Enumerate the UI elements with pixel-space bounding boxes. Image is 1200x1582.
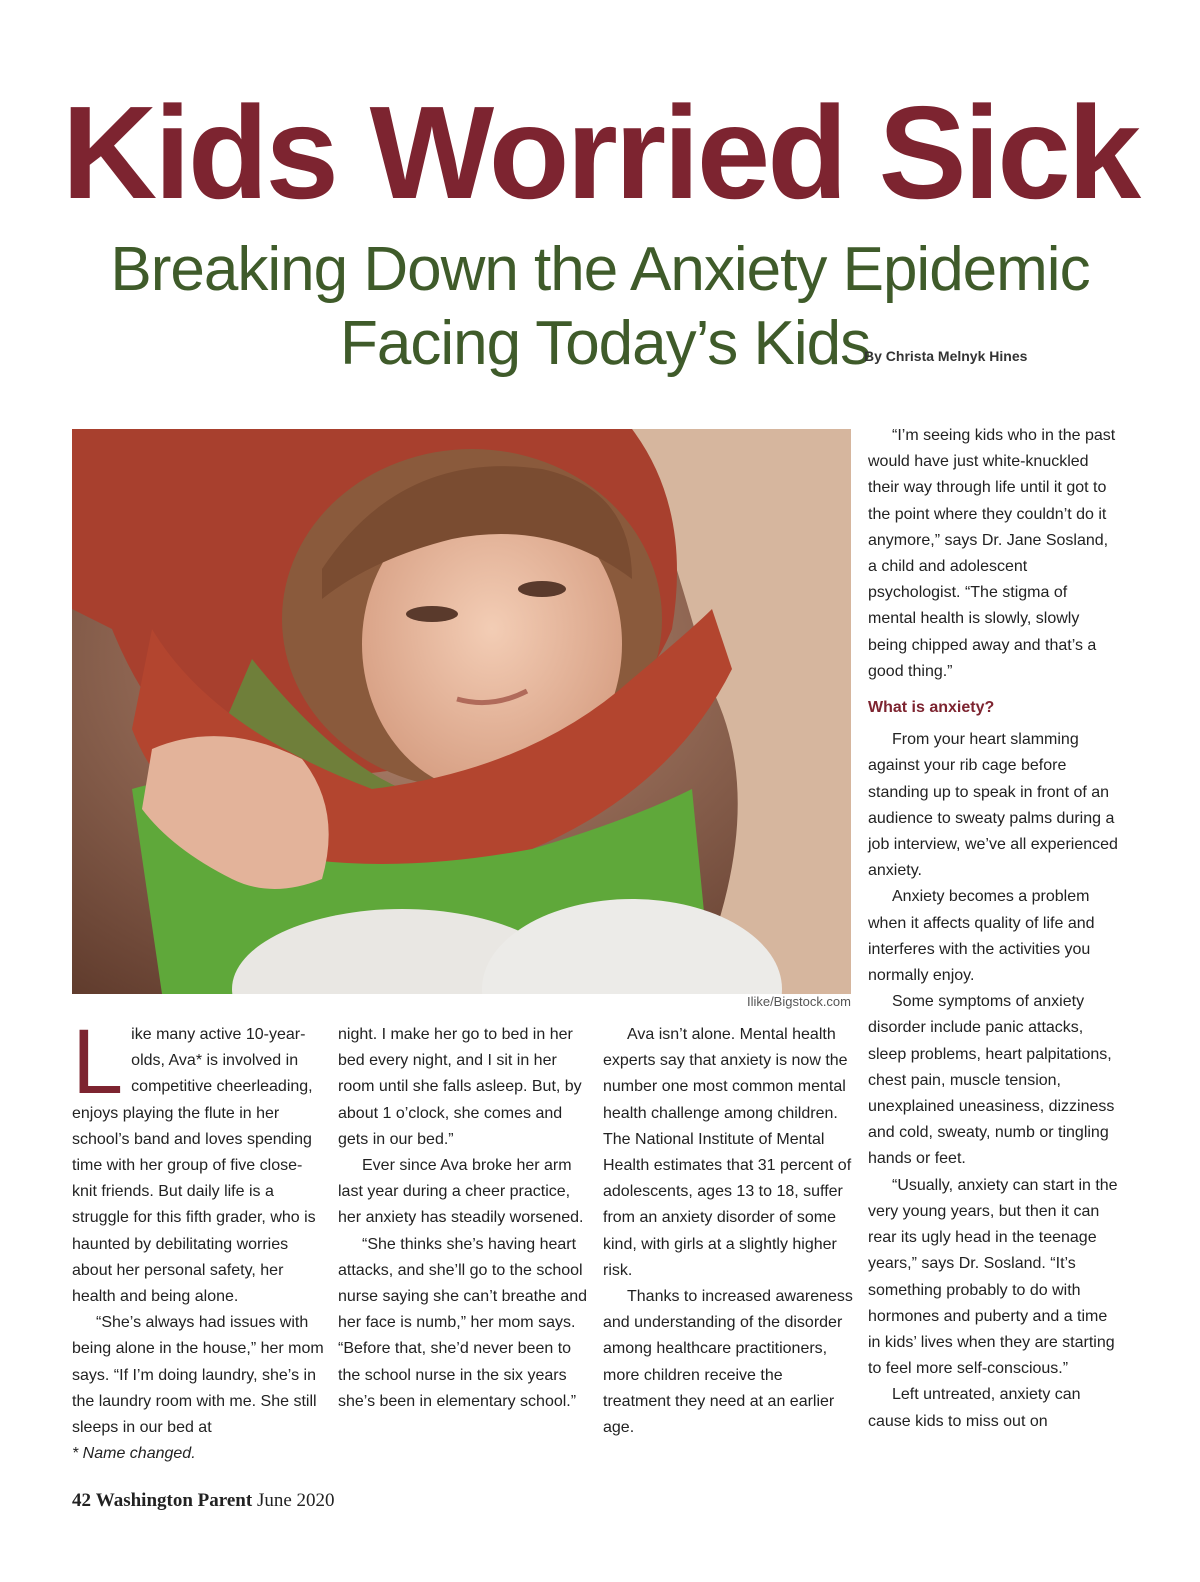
drop-cap: L: [72, 1011, 124, 1113]
paragraph: night. I make her go to bed in her bed every night, and I sit in her room until she falls asleep. But, by about 1 o’clock, she comes and gets in our bed.”: [338, 1026, 582, 1148]
footnote: * Name changed.: [72, 1445, 196, 1463]
subtitle-line-2: Facing Today’s Kids: [340, 309, 871, 378]
paragraph: “She thinks she’s having heart attacks, and she’ll go to the school nurse saying she can’t breathe and her face is numb,” her mom says. “Before that, she’d never been to the school nurse in the six years she’s been in elementary school.”: [338, 1235, 588, 1410]
paragraph: Ever since Ava broke her arm last year during a cheer practice, her anxiety has steadily worsened.: [338, 1157, 584, 1227]
photo-credit: Ilike/Bigstock.com: [746, 994, 851, 1009]
article-column-1: [72, 1011, 324, 1467]
page-footer: [72, 1490, 335, 1512]
subtitle-line-1: Breaking Down the Anxiety Epidemic: [110, 235, 1090, 304]
article-title: Kids Worried Sick: [61, 79, 1139, 226]
paragraph: [72, 1011, 324, 1310]
issue-date: June 2020: [256, 1490, 335, 1511]
page-number: 42: [72, 1490, 91, 1511]
paragraph: “I’m seeing kids who in the past would have just white-knuckled their way through life until it got to the point where they couldn’t do it anymore,” says Dr. Jane Sosland, a child and adolescent psychologist. “The stigma of mental health is slowly, slowly being chipped away and that’s a good thing.”: [868, 427, 1116, 680]
paragraph: Thanks to increased awareness and understanding of the disorder among healthcare practitioners, more children receive the treatment they need at an earlier age.: [603, 1288, 853, 1437]
paragraph: From your heart slamming against your rib cage before standing up to speak in front of an audience to sweaty palms during a job interview, we’ve all experienced anxiety.: [868, 731, 1118, 880]
article-column-3: [603, 1022, 853, 1441]
byline: By Christa Melnyk Hines: [864, 348, 1028, 364]
section-heading: What is anxiety?: [868, 699, 995, 717]
paragraph-text: ike many active 10-year-olds, Ava* is involved in competitive cheerleading, enjoys playing the flute in her school’s band and loves spending time with her group of five close-knit friends. But daily life is a struggle for this fifth grader, who is haunted by debilitating worries about her personal safety, her health and being alone.: [72, 1026, 316, 1306]
paragraph: Left untreated, anxiety can cause kids to miss out on: [868, 1386, 1081, 1430]
article-column-2: [338, 1022, 590, 1415]
article-photo: [72, 429, 851, 994]
paragraph: Ava isn’t alone. Mental health experts say that anxiety is now the number one most common mental health challenge among children. The National Institute of Mental Health estimates that 31 percent of adolescents, ages 13 to 18, suffer from an anxiety disorder of some kind, with girls at a slightly higher risk.: [603, 1026, 852, 1279]
paragraph: Anxiety becomes a problem when it affects quality of life and interferes with the activities you normally enjoy.: [868, 888, 1095, 985]
photo-illustration: [72, 429, 851, 994]
publication-name: Washington Parent: [95, 1490, 253, 1511]
paragraph: “She’s always had issues with being alone in the house,” her mom says. “If I’m doing laundry, she’s in the laundry room with me. She still sleeps in our bed at: [72, 1314, 324, 1437]
article-column-4: [868, 423, 1118, 1435]
paragraph: Some symptoms of anxiety disorder include panic attacks, sleep problems, heart palpitations, chest pain, muscle tension, unexplained uneasiness, dizziness and cold, sweaty, numb or tingling hands or feet.: [868, 993, 1115, 1168]
paragraph: “Usually, anxiety can start in the very young years, but then it can rear its ugly head in the teenage years,” says Dr. Sosland. “It’s something probably to do with hormones and puberty and a time in kids’ lives when they are starting to feel more self-conscious.”: [868, 1176, 1118, 1378]
